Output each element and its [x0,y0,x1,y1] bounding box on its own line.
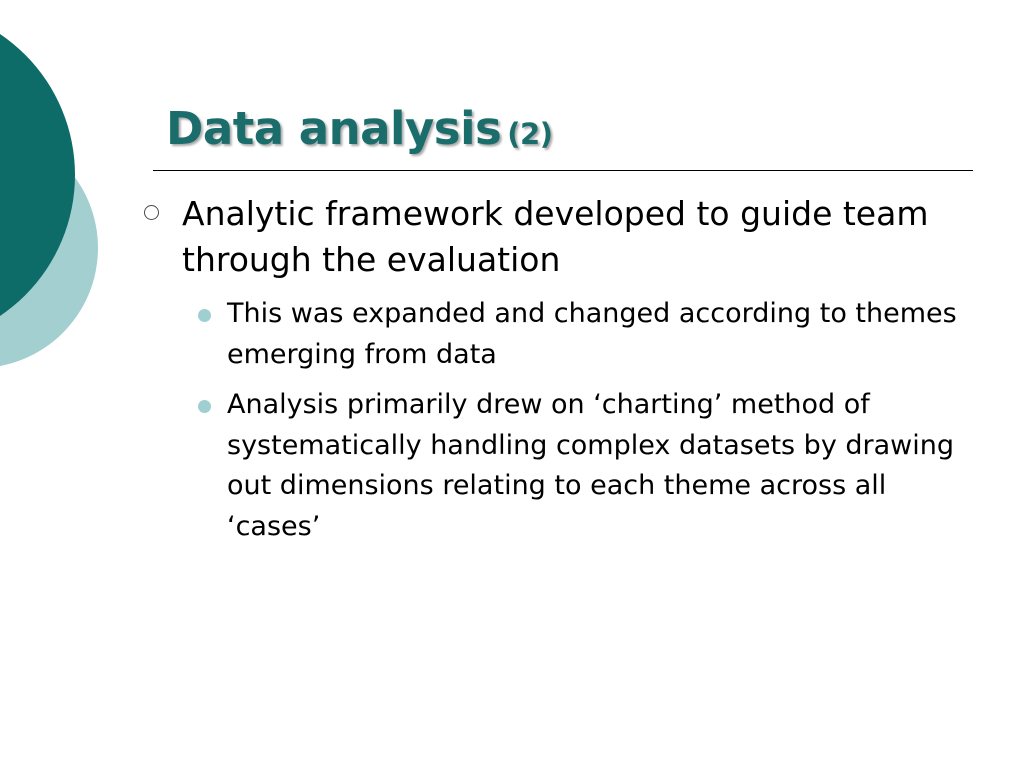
title-divider [153,170,973,171]
bullet-level-2: This was expanded and changed according to themes emerging from data [227,298,957,370]
dot-bullet-icon [198,309,211,322]
bullet-level-2: Analysis primarily drew on ‘charting’ method of systematically handling complex datasets by drawing out dimensions relating to each theme across all ‘cases’ [227,389,954,542]
slide-title [166,100,552,163]
dot-bullet-icon [198,400,211,413]
title-main: Data analysis [166,102,502,155]
title-suffix: (2) [507,117,553,151]
hollow-circle-bullet-icon [144,205,159,220]
bullet-level-1: Analytic framework developed to guide team through the evaluation [182,194,929,279]
